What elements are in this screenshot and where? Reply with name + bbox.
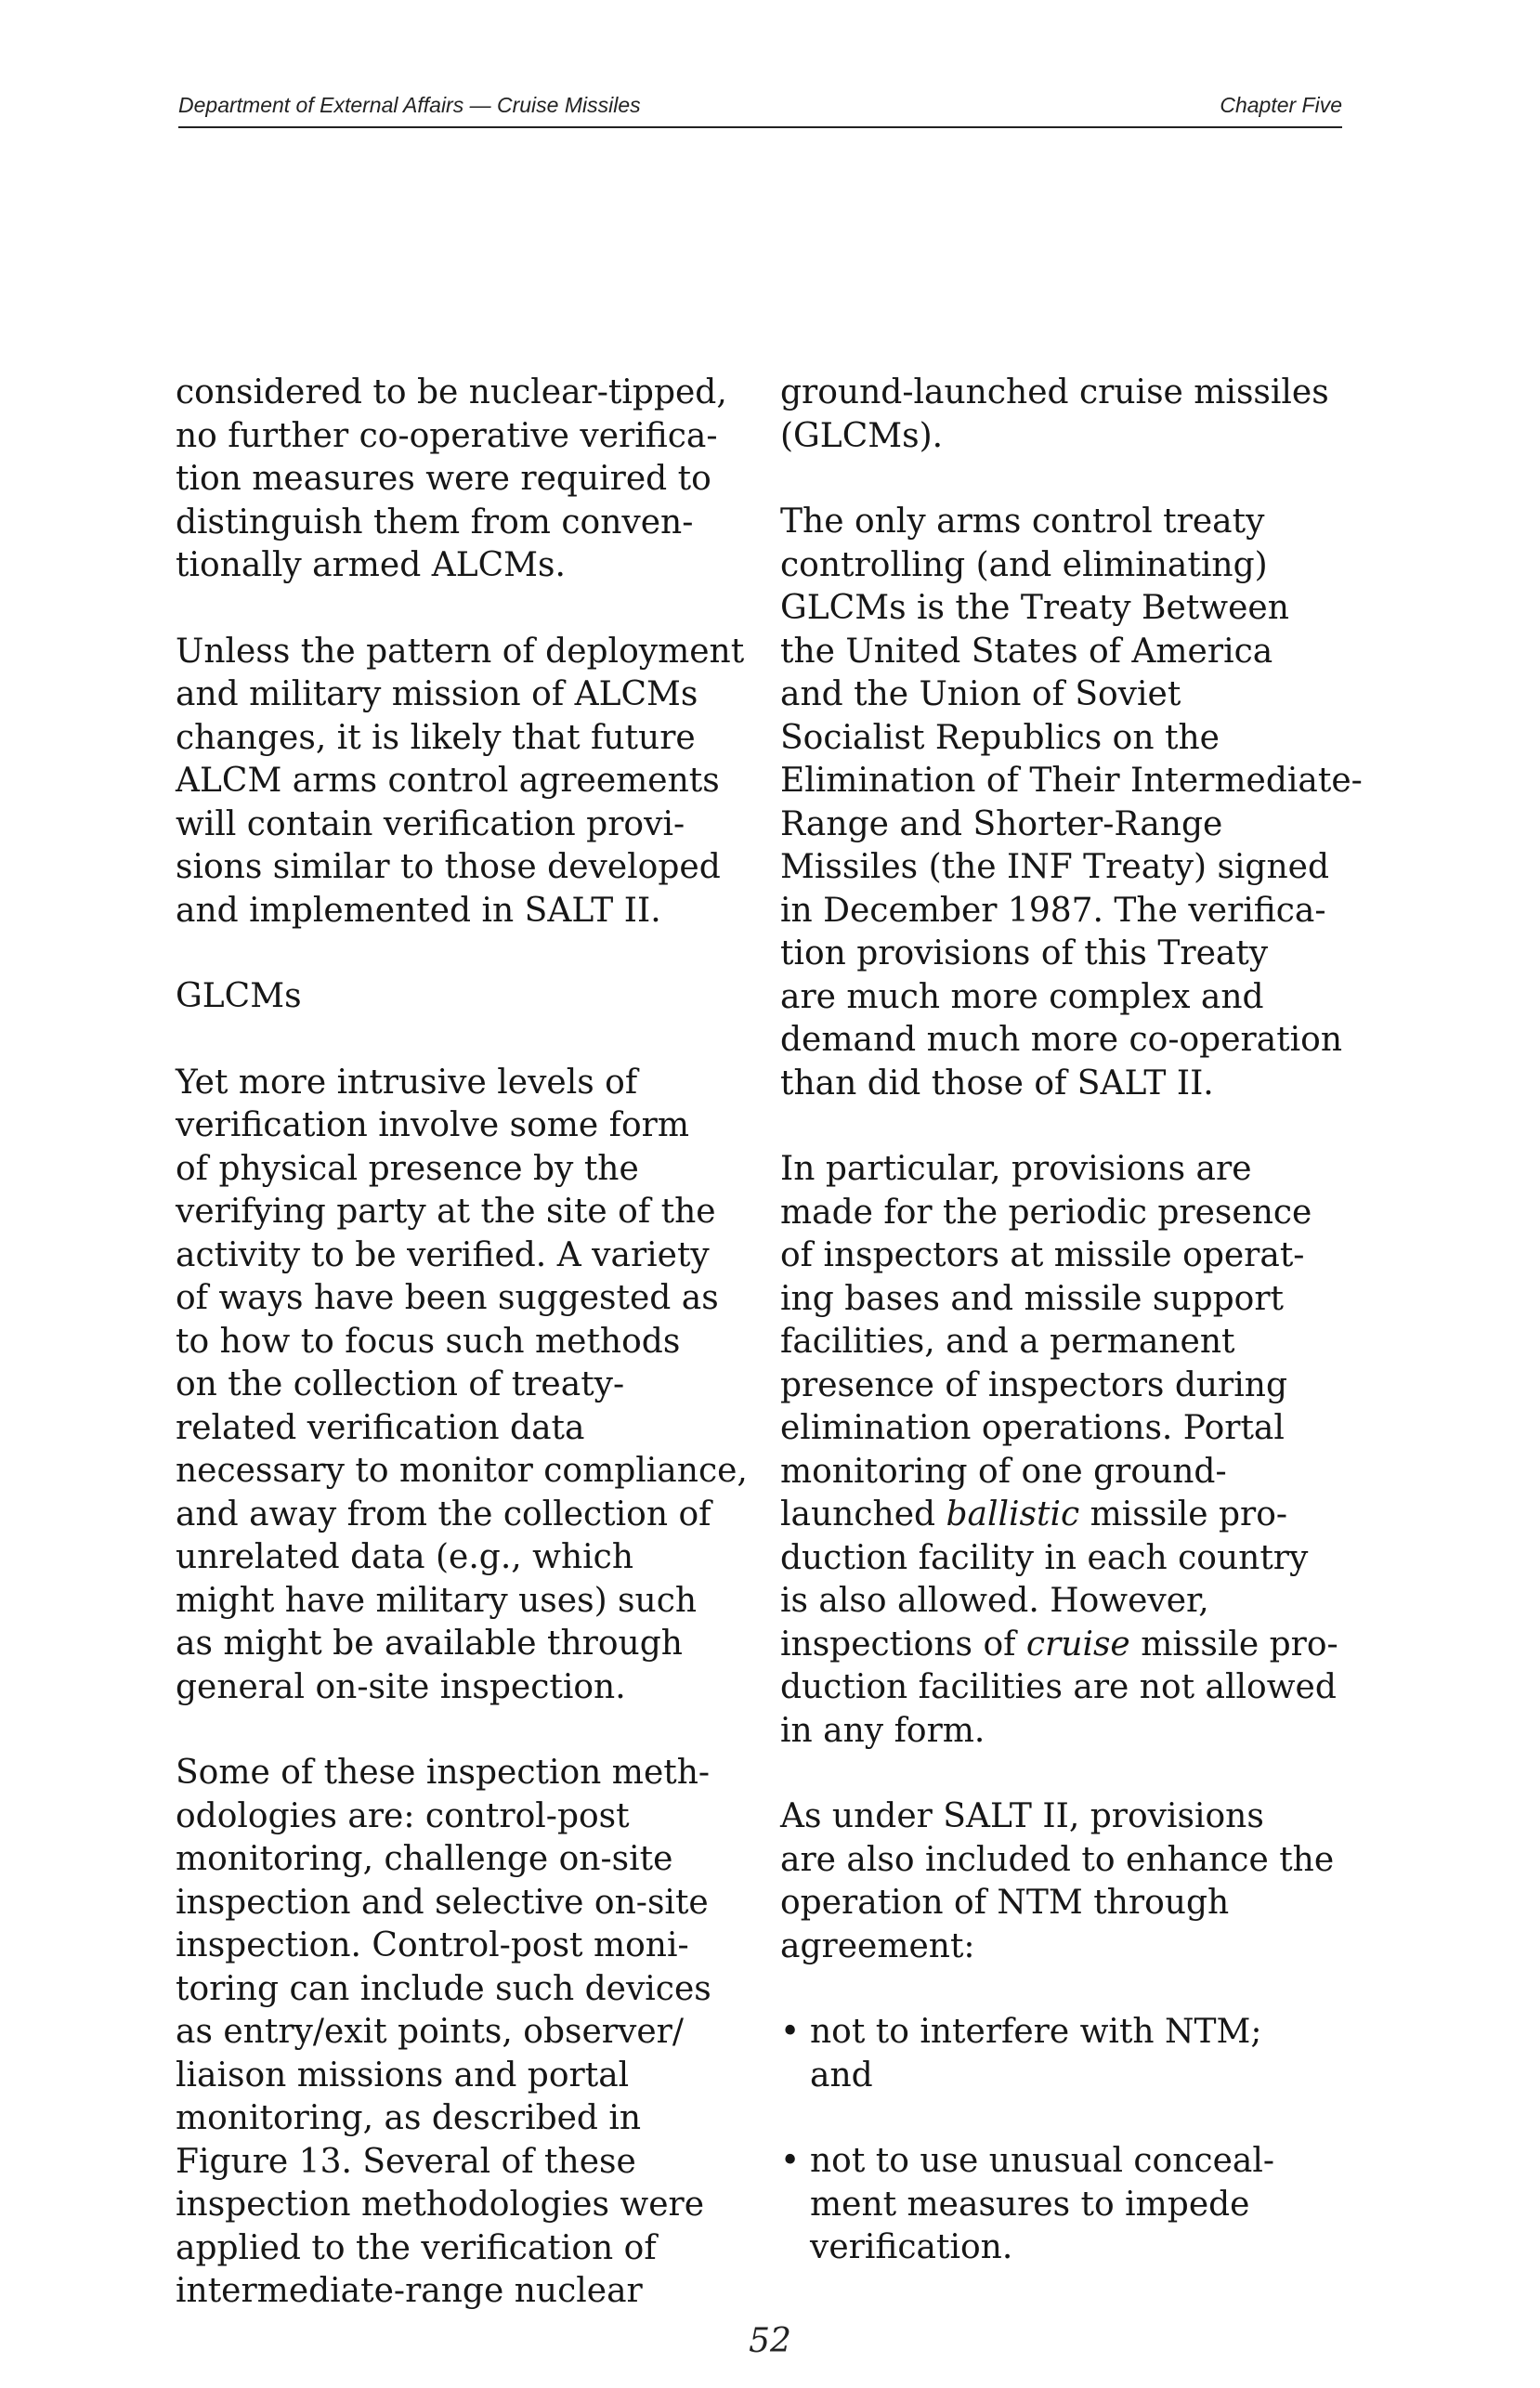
text-run: In particular, provisions are made for the periodic presence of inspectors at missile operat- ing bases and missile support facilities, and a permanent presence of inspectors during elimination operations. Portal monitoring of one ground- launched (780, 1150, 1312, 1533)
text-run: missile pro- duction facility in each country is also allowed. However, inspections of (780, 1495, 1309, 1664)
header-right: Chapter Five (1220, 93, 1342, 117)
emphasis: ballistic (946, 1495, 1080, 1533)
section-heading: GLCMs (176, 977, 302, 1015)
paragraph: The only arms control treaty controlling (and eliminating) GLCMs is the Treaty Between the United States of America and the Union of Soviet Socialist Republics on the Elimination of Their Intermediate- Range and Shorter-Range Missiles (the INF Treaty) signed in December 1987. The verifica- tion provisions of this Treaty are much more complex and demand much more co-operation than did those of SALT II. (780, 502, 1363, 1103)
paragraph: considered to be nuclear-tipped, no further co-operative verifica- tion measures were required to distinguish them from conven- tionally armed ALCMs. (176, 373, 727, 584)
bullet-icon: • (780, 2142, 801, 2180)
running-header (178, 89, 1342, 128)
list-item-text: not to use unusual conceal- ment measures to impede verification. (810, 2142, 1275, 2266)
paragraph (780, 1148, 1375, 1753)
paragraph: Unless the pattern of deployment and military mission of ALCMs changes, it is likely that future ALCM arms control agreements will contain verification provi- sions similar to those developed and implemented in SALT II. (176, 632, 745, 930)
left-column (176, 372, 756, 2314)
text-run: missile pro- duction facilities are not allowed in any form. (780, 1625, 1338, 1750)
list-item (780, 2140, 1375, 2270)
list-item-text: not to interfere with NTM; and (810, 2013, 1262, 2094)
paragraph: Yet more intrusive levels of verification involve some form of physical presence by the verifying party at the site of the activity to be verified. A variety of ways have been suggested as to how to focus such methods on the collection of treaty- related verification data necessary to monitor compliance, and away from the collection of unrelated data (e.g., which might have military uses) such as might be available through general on-site inspection. (176, 1063, 748, 1706)
paragraph: Some of these inspection meth- odologies are: control-post monitoring, challenge on-site inspection and selective on-site inspection. Control-post moni- toring can include such devices as entry/exit points, observer/ liaison missions and portal monitoring, as described in Figure 13. Several of these inspection methodologies were applied to the verification of intermediate-range nuclear (176, 1754, 711, 2310)
page-number: 52 (749, 2322, 791, 2360)
header-left: Department of External Affairs — Cruise Missiles (178, 93, 641, 117)
bullet-icon: • (780, 2013, 801, 2051)
list-item (780, 2011, 1375, 2097)
paragraph: ground-launched cruise missiles (GLCMs). (780, 373, 1329, 455)
emphasis: cruise (1025, 1625, 1130, 1664)
right-column (780, 372, 1375, 2270)
paragraph: As under SALT II, provisions are also included to enhance the operation of NTM through agreement: (780, 1797, 1335, 1965)
bullet-list (780, 2011, 1375, 2270)
